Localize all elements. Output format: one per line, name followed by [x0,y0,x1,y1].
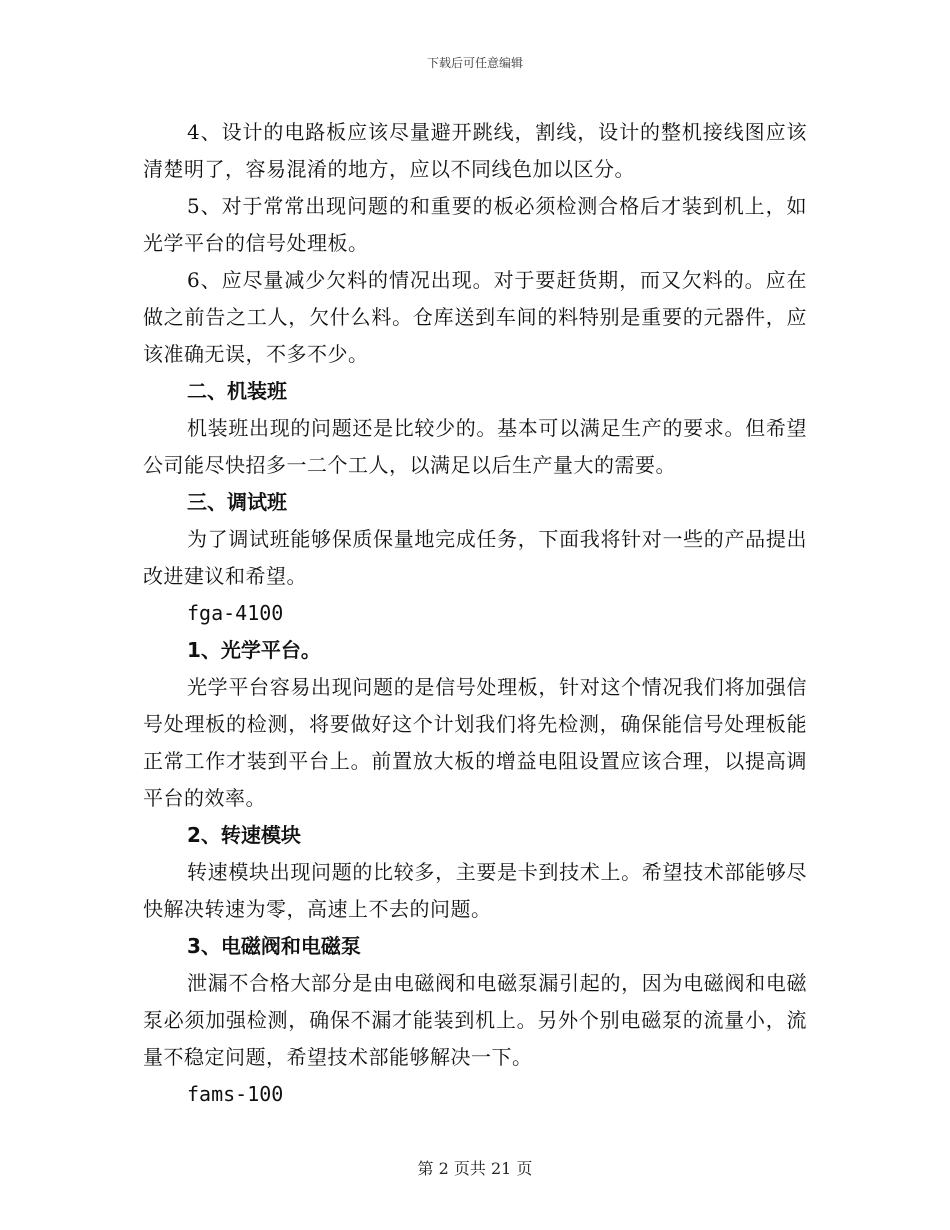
header-note: 下载后可任意编辑 [426,56,523,70]
section-heading-machine-assembly: 二、机装班 [187,379,287,403]
paragraph-machine-assembly: 机装班出现的问题还是比较少的。基本可以满足生产的要求。但希望公司能尽快招多一二个工人，以满足以后生产量大的需要。 [143,416,807,477]
product-model-fams: fams-100 [187,1082,284,1106]
page-number: 第 2 页共 21 页 [417,1159,533,1178]
paragraph-item-6: 6、应尽量减少欠料的情况出现。对于要赶货期，而又欠料的。应在做之前告之工人，欠什么料。仓库送到车间的料特别是重要的元器件，应该准确无误，不多不少。 [143,268,807,366]
subheading-speed-module: 2、转速模块 [187,823,301,847]
paragraph-item-5: 5、对于常常出现问题的和重要的板必须检测合格后才装到机上，如光学平台的信号处理板。 [143,194,807,255]
section-heading-debugging: 三、调试班 [187,490,287,514]
paragraph-speed-module: 转速模块出现问题的比较多，主要是卡到技术上。希望技术部能够尽快解决转速为零，高速上不去的问题。 [143,860,807,921]
paragraph-optical-platform: 光学平台容易出现问题的是信号处理板，针对这个情况我们将加强信号处理板的检测，将要做好这个计划我们将先检测，确保能信号处理板能正常工作才装到平台上。前置放大板的增益电阻设置应该合理，以提高调平台的效率。 [143,675,807,810]
document-body [143,114,807,1113]
product-model-fga: fga-4100 [187,601,284,625]
subheading-optical-platform: 1、光学平台。 [187,638,321,662]
paragraph-solenoid: 泄漏不合格大部分是由电磁阀和电磁泵漏引起的，因为电磁阀和电磁泵必须加强检测，确保不漏才能装到机上。另外个别电磁泵的流量小，流量不稳定问题，希望技术部能够解决一下。 [143,971,807,1069]
paragraph-debugging-intro: 为了调试班能够保质保量地完成任务，下面我将针对一些的产品提出改进建议和希望。 [143,527,807,588]
paragraph-item-4: 4、设计的电路板应该尽量避开跳线，割线，设计的整机接线图应该清楚明了，容易混淆的地方，应以不同线色加以区分。 [143,120,807,181]
subheading-solenoid: 3、电磁阀和电磁泵 [187,934,361,958]
